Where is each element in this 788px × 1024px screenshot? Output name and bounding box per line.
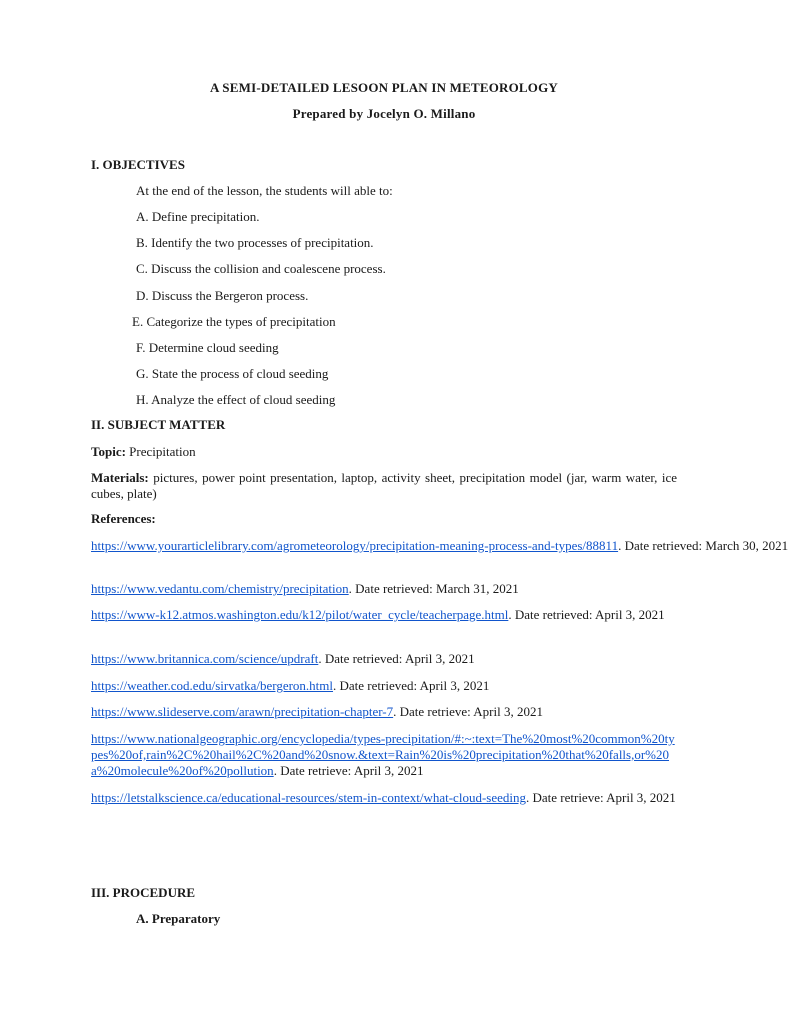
reference-link[interactable]: https://www.vedantu.com/chemistry/precipitation <box>91 581 349 596</box>
reference-link[interactable]: https://www.yourarticlelibrary.com/agrometeorology/precipitation-meaning-process-and-types/88811 <box>91 538 619 553</box>
subject-matter-heading: II. SUBJECT MATTER <box>91 417 226 432</box>
objective-item: G. State the process of cloud seeding <box>136 366 329 381</box>
objective-item: C. Discuss the collision and coalescene process. <box>136 261 386 276</box>
objective-item: D. Discuss the Bergeron process. <box>136 288 309 303</box>
reference-item <box>91 678 489 694</box>
objective-item: E. Categorize the types of precipitation <box>132 314 336 329</box>
reference-date: . Date retrieved: March 30, 2021 <box>618 538 788 553</box>
reference-item <box>91 607 677 623</box>
reference-date: . Date retrieved: April 3, 2021 <box>333 678 490 693</box>
objective-item: H. Analyze the effect of cloud seeding <box>136 392 336 407</box>
procedure-subheading: A. Preparatory <box>136 911 221 926</box>
reference-date: . Date retrieved: April 3, 2021 <box>508 607 665 622</box>
objectives-intro: At the end of the lesson, the students will able to: <box>136 183 393 198</box>
reference-link[interactable]: https://www.nationalgeographic.org/encyclopedia/types-precipitation/#:~:text=The%20most%20common%20types%20of,rain%2C%20hail%2C%20and%20snow.&text=Rain%20is%20precipitation%20that%20falls,or%20a%20molecule%20of%20pollution <box>91 731 675 778</box>
materials-value: pictures, power point presentation, laptop, activity sheet, precipitation model (jar, warm water, ice cubes, plate) <box>91 470 677 501</box>
reference-link[interactable]: https://www.slideserve.com/arawn/precipitation-chapter-7 <box>91 704 394 719</box>
materials-label: Materials: <box>91 470 149 485</box>
reference-item <box>91 704 543 720</box>
procedure-heading: III. PROCEDURE <box>91 885 196 900</box>
reference-date: . Date retrieve: April 3, 2021 <box>273 763 424 778</box>
reference-item <box>91 581 519 597</box>
reference-date: . Date retrieved: March 31, 2021 <box>348 581 519 596</box>
reference-link[interactable]: https://weather.cod.edu/sirvatka/bergeron.html <box>91 678 334 693</box>
topic-line <box>91 444 196 460</box>
objective-item: A. Define precipitation. <box>136 209 260 224</box>
references-heading: References: <box>91 511 156 526</box>
reference-link[interactable]: https://www.britannica.com/science/updraft <box>91 651 319 666</box>
objectives-heading: I. OBJECTIVES <box>91 157 185 172</box>
reference-item <box>91 651 475 667</box>
document-title: A SEMI-DETAILED LESOON PLAN IN METEOROLOGY <box>209 80 559 95</box>
topic-value: Precipitation <box>129 444 196 459</box>
objective-item: B. Identify the two processes of precipitation. <box>136 235 374 250</box>
reference-link[interactable]: https://letstalkscience.ca/educational-resources/stem-in-context/what-cloud-seeding <box>91 790 526 805</box>
topic-label: Topic: <box>91 444 126 459</box>
objective-item: F. Determine cloud seeding <box>136 340 279 355</box>
reference-link[interactable]: https://www-k12.atmos.washington.edu/k12/pilot/water_cycle/teacherpage.html <box>91 607 509 622</box>
reference-date: . Date retrieve: April 3, 2021 <box>393 704 543 719</box>
reference-item <box>91 790 677 806</box>
reference-date: . Date retrieved: April 3, 2021 <box>318 651 475 666</box>
materials-line <box>91 470 677 502</box>
reference-date: . Date retrieve: April 3, 2021 <box>525 790 676 805</box>
reference-item <box>91 538 788 554</box>
reference-item <box>91 731 677 779</box>
document-author: Prepared by Jocelyn O. Millano <box>292 106 476 121</box>
